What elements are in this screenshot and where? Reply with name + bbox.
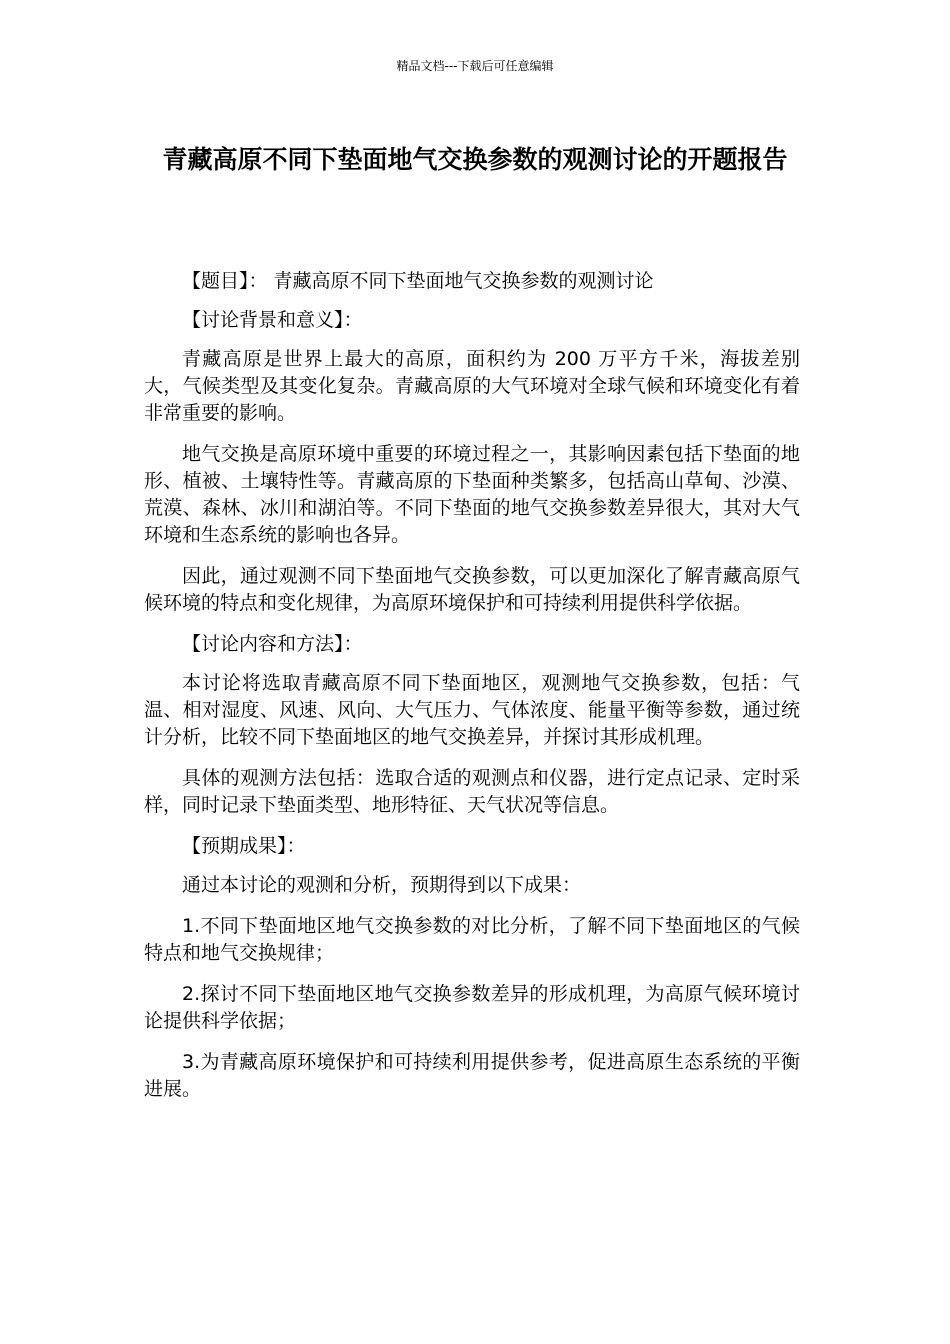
document-title: 青藏高原不同下垫面地气交换参数的观测讨论的开题报告: [162, 145, 788, 174]
body-paragraph: 地气交换是高原环境中重要的环境过程之一，其影响因素包括下垫面的地形、植被、土壤特性等。青藏高原的下垫面种类繁多，包括高山草甸、沙漠、荒漠、森林、冰川和湖泊等。不同下垫面的地气交换参数差异很大，其对大气环境和生态系统的影响也各异。: [144, 443, 800, 546]
document-body: [144, 268, 800, 1117]
body-paragraph: 通过本讨论的观测和分析，预期得到以下成果：: [182, 874, 582, 896]
body-paragraph: 本讨论将选取青藏高原不同下垫面地区，观测地气交换参数，包括：气温、相对湿度、风速、风向、大气压力、气体浓度、能量平衡等参数，通过统计分析，比较不同下垫面地区的地气交换差异，并探讨其形成机理。: [144, 672, 800, 748]
body-paragraph: 因此，通过观测不同下垫面地气交换参数，可以更加深化了解青藏高原气候环境的特点和变化规律，为高原环境保护和可持续利用提供科学依据。: [144, 565, 800, 614]
list-item: 1.不同下垫面地区地气交换参数的对比分析，了解不同下垫面地区的气候特点和地气交换规律；: [144, 915, 800, 964]
list-item: 3.为青藏高原环境保护和可持续利用提供参考，促进高原生态系统的平衡进展。: [144, 1051, 800, 1100]
body-paragraph: 青藏高原是世界上最大的高原，面积约为 200 万平方千米，海拔差别大，气候类型及其变化复杂。青藏高原的大气环境对全球气候和环境变化有着非常重要的影响。: [144, 348, 800, 424]
topic-line: 【题目】： 青藏高原不同下垫面地气交换参数的观测讨论: [182, 270, 654, 292]
body-paragraph: 具体的观测方法包括：选取合适的观测点和仪器，进行定点记录、定时采样，同时记录下垫面类型、地形特征、天气状况等信息。: [144, 767, 800, 816]
section-heading-outcomes: 【预期成果】：: [182, 835, 306, 857]
header-note: 精品文档---下载后可任意编辑: [396, 59, 554, 73]
list-item: 2.探讨不同下垫面地区地气交换参数差异的形成机理，为高原气候环境讨论提供科学依据；: [144, 983, 800, 1032]
section-heading-background: 【讨论背景和意义】：: [182, 309, 363, 331]
section-heading-methods: 【讨论内容和方法】：: [182, 633, 363, 655]
